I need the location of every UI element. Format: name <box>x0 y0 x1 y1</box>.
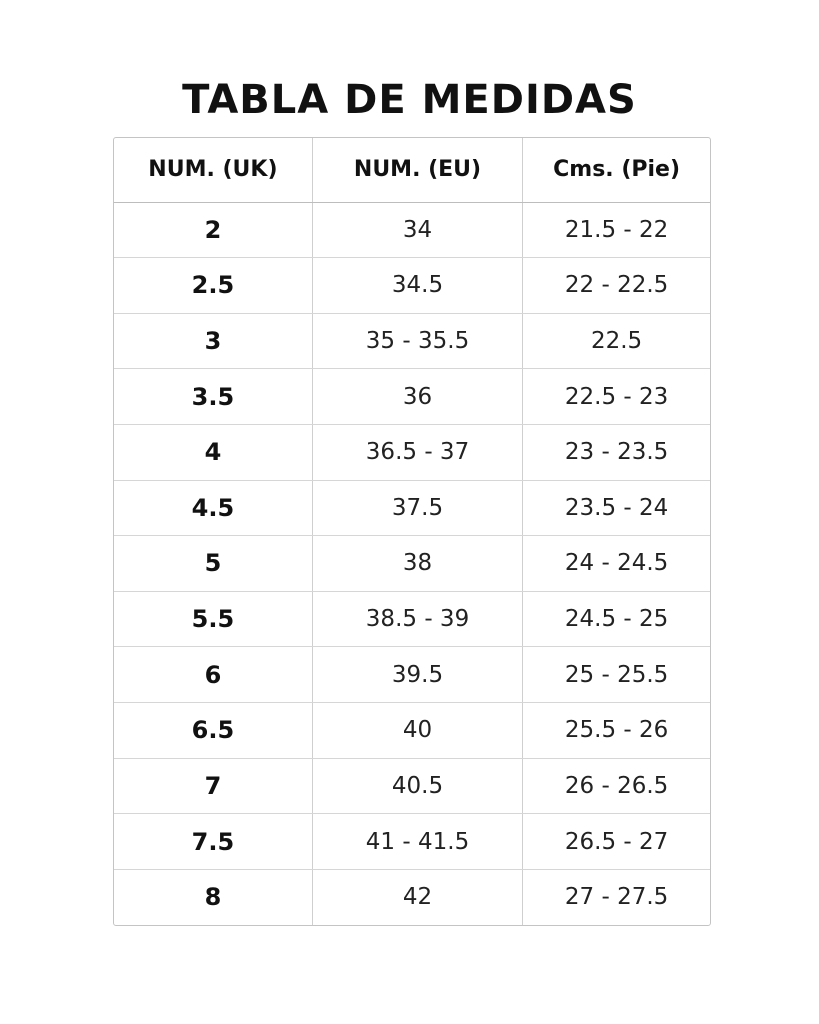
cell-cm: 22.5 <box>523 313 710 369</box>
table-row <box>114 702 710 758</box>
cell-uk: 6.5 <box>114 702 312 758</box>
cell-uk: 2.5 <box>114 258 312 314</box>
cell-eu: 40 <box>312 702 522 758</box>
cell-eu: 41 - 41.5 <box>312 814 522 870</box>
cell-cm: 24.5 - 25 <box>523 591 710 647</box>
cell-cm: 25 - 25.5 <box>523 647 710 703</box>
cell-eu: 38.5 - 39 <box>312 591 522 647</box>
cell-uk: 4.5 <box>114 480 312 536</box>
cell-cm: 21.5 - 22 <box>523 202 710 258</box>
cell-eu: 34.5 <box>312 258 522 314</box>
cell-cm: 22.5 - 23 <box>523 369 710 425</box>
header-uk: NUM. (UK) <box>114 138 312 202</box>
table-row <box>114 814 710 870</box>
cell-cm: 27 - 27.5 <box>564 884 669 911</box>
cell-eu: 36 <box>312 369 522 425</box>
cell-cm: 25.5 - 26 <box>523 702 710 758</box>
table-row <box>114 369 710 425</box>
cell-cm: 23.5 - 24 <box>523 480 710 536</box>
cell-cm: 26 - 26.5 <box>523 758 710 814</box>
table-row <box>114 202 710 258</box>
cell-uk: 3.5 <box>114 369 312 425</box>
table-row <box>114 536 710 592</box>
table-row <box>114 591 710 647</box>
cell-uk: 2 <box>114 202 312 258</box>
header-row <box>114 138 710 202</box>
cell-eu: 34 <box>312 202 522 258</box>
header-cm: Cms. (Pie) <box>523 138 710 202</box>
cell-uk: 6 <box>114 647 312 703</box>
cell-cm: 24 - 24.5 <box>523 536 710 592</box>
table-body <box>114 202 710 925</box>
table-row <box>114 647 710 703</box>
table-row <box>114 869 710 925</box>
table-row <box>114 480 710 536</box>
cell-uk: 5 <box>114 536 312 592</box>
cell-eu: 36.5 - 37 <box>312 424 522 480</box>
table-row <box>114 424 710 480</box>
cell-uk: 7.5 <box>114 814 312 870</box>
cell-uk: 3 <box>114 313 312 369</box>
cell-eu: 37.5 <box>312 480 522 536</box>
cell-cm: 26.5 - 27 <box>523 814 710 870</box>
header-eu: NUM. (EU) <box>312 138 522 202</box>
size-chart-table <box>114 138 710 925</box>
cell-eu: 35 - 35.5 <box>312 313 522 369</box>
cell-eu: 40.5 <box>312 758 522 814</box>
table-row <box>114 313 710 369</box>
table-header <box>114 138 710 202</box>
page-title: TABLA DE MEDIDAS <box>182 77 637 123</box>
cell-uk: 7 <box>114 758 312 814</box>
cell-eu: 39.5 <box>312 647 522 703</box>
table-row <box>114 758 710 814</box>
cell-cm: 23 - 23.5 <box>523 424 710 480</box>
cell-uk: 5.5 <box>114 591 312 647</box>
cell-eu: 42 <box>312 869 522 925</box>
size-chart-table-container <box>113 137 711 926</box>
cell-eu: 38 <box>312 536 522 592</box>
cell-cm: 22 - 22.5 <box>523 258 710 314</box>
cell-uk: 8 <box>114 869 312 925</box>
table-row <box>114 258 710 314</box>
cell-uk: 4 <box>114 424 312 480</box>
